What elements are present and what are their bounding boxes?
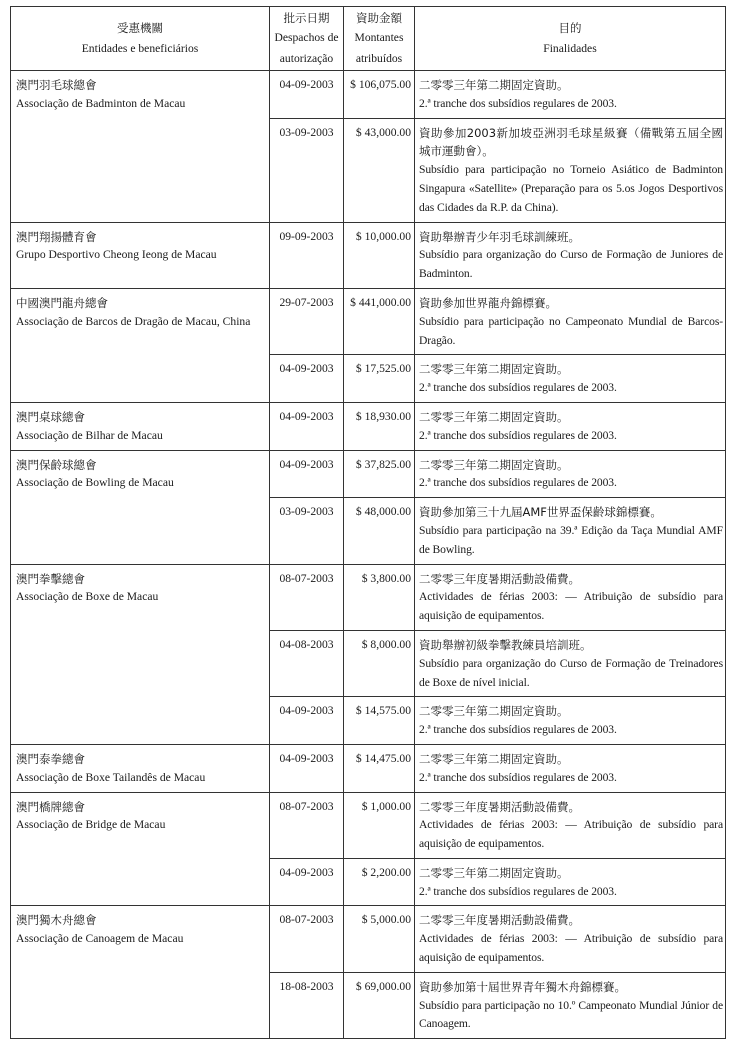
date-cell: 29-07-2003 (270, 288, 344, 354)
purpose-pt: Actividades de férias 2003: — Atribuição de subsídio para aquisição de equipamentos. (419, 932, 723, 965)
entity-name-pt: Associação de Badminton de Macau (16, 96, 186, 110)
table-row (11, 71, 726, 119)
header-entity-pt: Entidades e beneficiários (81, 41, 199, 55)
entity-name-pt: Associação de Canoagem de Macau (16, 932, 184, 946)
entity-name-zh: 澳門泰拳總會 (16, 751, 85, 766)
purpose-cell (415, 450, 726, 498)
entity-name-zh: 澳門橋牌總會 (16, 799, 85, 814)
table-row (11, 744, 726, 792)
table-row (11, 288, 726, 354)
purpose-cell (415, 858, 726, 906)
purpose-zh: 資助舉辦青少年羽毛球訓練班。 (419, 229, 580, 244)
purpose-zh: 二零零三年度暑期活動設備費。 (419, 571, 580, 586)
table-row (11, 792, 726, 858)
purpose-cell (415, 744, 726, 792)
amount-cell: $ 43,000.00 (344, 118, 415, 222)
purpose-zh: 二零零三年第二期固定資助。 (419, 751, 569, 766)
date-cell: 18-08-2003 (270, 972, 344, 1038)
purpose-pt: Actividades de férias 2003: — Atribuição de subsídio para aquisição de equipamentos. (419, 590, 723, 623)
subsidy-table (10, 6, 726, 1039)
purpose-pt: Actividades de férias 2003: — Atribuição de subsídio para aquisição de equipamentos. (419, 818, 723, 851)
amount-cell: $ 17,525.00 (344, 355, 415, 403)
amount-cell: $ 5,000.00 (344, 906, 415, 972)
entity-name-pt: Associação de Bowling de Macau (16, 476, 174, 490)
entity-cell (11, 450, 270, 564)
entity-name-zh: 澳門翔揚體育會 (16, 229, 97, 244)
purpose-zh: 二零零三年第二期固定資助。 (419, 865, 569, 880)
date-cell: 08-07-2003 (270, 564, 344, 630)
purpose-zh: 二零零三年度暑期活動設備費。 (419, 913, 580, 928)
purpose-cell (415, 498, 726, 564)
amount-cell: $ 1,000.00 (344, 792, 415, 858)
table-row (11, 450, 726, 498)
entity-name-zh: 澳門桌球總會 (16, 409, 85, 424)
amount-cell: $ 69,000.00 (344, 972, 415, 1038)
purpose-zh: 二零零三年第二期固定資助。 (419, 409, 569, 424)
date-cell: 04-09-2003 (270, 697, 344, 745)
entity-name-zh: 中國澳門龍舟總會 (16, 295, 108, 310)
purpose-cell (415, 355, 726, 403)
entity-cell (11, 71, 270, 223)
entity-cell (11, 288, 270, 402)
date-cell: 09-09-2003 (270, 222, 344, 288)
header-amount-pt2: atribuídos (355, 51, 403, 65)
entity-name-pt: Associação de Boxe Tailandês de Macau (16, 770, 206, 784)
date-cell: 04-08-2003 (270, 630, 344, 696)
purpose-pt: Subsídio para organização do Curso de Formação de Juniores de Badminton. (419, 248, 723, 281)
entity-name-zh: 澳門獨木舟總會 (16, 913, 97, 928)
amount-cell: $ 48,000.00 (344, 498, 415, 564)
table-row (11, 222, 726, 288)
header-amount (344, 7, 415, 71)
amount-cell: $ 441,000.00 (344, 288, 415, 354)
header-date-zh: 批示日期 (283, 10, 330, 25)
purpose-pt: 2.ª tranche dos subsídios regulares de 2003. (419, 96, 617, 110)
purpose-zh: 資助參加2003新加坡亞洲羽毛球星級賽（備戰第五屆全國城市運動會）。 (419, 125, 723, 159)
entity-name-pt: Grupo Desportivo Cheong Ieong de Macau (16, 248, 217, 262)
amount-cell: $ 8,000.00 (344, 630, 415, 696)
entity-cell (11, 402, 270, 450)
purpose-cell (415, 118, 726, 222)
purpose-cell (415, 288, 726, 354)
purpose-zh: 資助參加世界龍舟錦標賽。 (419, 295, 557, 310)
purpose-cell (415, 564, 726, 630)
purpose-pt: Subsídio para participação no Campeonato Mundial de Barcos-Dragão. (419, 314, 723, 347)
entity-cell (11, 792, 270, 906)
date-cell: 04-09-2003 (270, 355, 344, 403)
purpose-pt: Subsídio para participação no Torneio Asiático de Badminton Singapura «Satellite» (Preparação para os 5.os Jogos Desportivos das Cidades da R.P. da China). (419, 163, 723, 214)
amount-cell: $ 2,200.00 (344, 858, 415, 906)
date-cell: 04-09-2003 (270, 450, 344, 498)
date-cell: 08-07-2003 (270, 906, 344, 972)
purpose-zh: 二零零三年第二期固定資助。 (419, 704, 569, 719)
purpose-cell (415, 697, 726, 745)
purpose-cell (415, 402, 726, 450)
date-cell: 04-09-2003 (270, 402, 344, 450)
entity-cell (11, 222, 270, 288)
amount-cell: $ 10,000.00 (344, 222, 415, 288)
entity-cell (11, 906, 270, 1039)
purpose-pt: 2.ª tranche dos subsídios regulares de 2003. (419, 381, 617, 395)
header-purpose-zh: 目的 (558, 21, 582, 35)
purpose-pt: 2.ª tranche dos subsídios regulares de 2003. (419, 770, 617, 784)
header-purpose (415, 7, 726, 71)
purpose-zh: 資助舉辦初級拳擊教練員培訓班。 (419, 637, 592, 652)
entity-name-zh: 澳門羽毛球總會 (16, 78, 97, 92)
header-date (270, 7, 344, 71)
amount-cell: $ 3,800.00 (344, 564, 415, 630)
purpose-cell (415, 792, 726, 858)
entity-name-pt: Associação de Boxe de Macau (16, 590, 159, 604)
entity-cell (11, 564, 270, 744)
purpose-zh: 二零零三年第二期固定資助。 (419, 78, 569, 92)
date-cell: 04-09-2003 (270, 858, 344, 906)
header-purpose-pt: Finalidades (543, 41, 597, 55)
entity-name-pt: Associação de Barcos de Dragão de Macau, China (16, 314, 251, 328)
purpose-zh: 二零零三年第二期固定資助。 (419, 457, 569, 472)
date-cell: 04-09-2003 (270, 744, 344, 792)
entity-name-zh: 澳門保齡球總會 (16, 457, 97, 472)
purpose-cell (415, 630, 726, 696)
purpose-pt: 2.ª tranche dos subsídios regulares de 2003. (419, 476, 617, 490)
purpose-zh: 二零零三年度暑期活動設備費。 (419, 799, 580, 814)
amount-cell: $ 18,930.00 (344, 402, 415, 450)
amount-cell: $ 14,475.00 (344, 744, 415, 792)
purpose-pt: 2.ª tranche dos subsídios regulares de 2003. (419, 884, 617, 898)
amount-cell: $ 14,575.00 (344, 697, 415, 745)
amount-cell: $ 106,075.00 (344, 71, 415, 119)
date-cell: 03-09-2003 (270, 498, 344, 564)
table-body (11, 71, 726, 1039)
purpose-pt: Subsídio para organização do Curso de Formação de Treinadores de Boxe de nível inicial. (419, 656, 723, 689)
entity-name-pt: Associação de Bilhar de Macau (16, 428, 163, 442)
entity-cell (11, 744, 270, 792)
entity-name-pt: Associação de Bridge de Macau (16, 818, 166, 832)
header-amount-pt1: Montantes (354, 31, 404, 45)
date-cell: 08-07-2003 (270, 792, 344, 858)
table-header-row (11, 7, 726, 71)
purpose-pt: 2.ª tranche dos subsídios regulares de 2003. (419, 428, 617, 442)
purpose-zh: 資助參加第十屆世界青年獨木舟錦標賽。 (419, 979, 626, 994)
purpose-zh: 二零零三年第二期固定資助。 (419, 362, 569, 377)
header-amount-zh: 資助金額 (356, 10, 402, 25)
entity-name-zh: 澳門拳擊總會 (16, 571, 85, 586)
date-cell: 04-09-2003 (270, 71, 344, 119)
date-cell: 03-09-2003 (270, 118, 344, 222)
header-date-pt2: autorização (279, 51, 334, 65)
table-row (11, 906, 726, 972)
header-entity-zh: 受惠機關 (117, 21, 163, 35)
header-entity (11, 7, 270, 71)
purpose-pt: 2.ª tranche dos subsídios regulares de 2003. (419, 723, 617, 737)
purpose-cell (415, 222, 726, 288)
purpose-pt: Subsídio para participação no 10.º Campeonato Mundial Júnior de Canoagem. (419, 998, 723, 1031)
header-date-pt1: Despachos de (274, 31, 339, 45)
purpose-zh: 資助參加第三十九屆AMF世界盃保齡球錦標賽。 (419, 505, 662, 520)
purpose-cell (415, 71, 726, 119)
purpose-cell (415, 972, 726, 1038)
table-row (11, 402, 726, 450)
purpose-pt: Subsídio para participação na 39.ª Edição da Taça Mundial AMF de Bowling. (419, 523, 723, 556)
purpose-cell (415, 906, 726, 972)
amount-cell: $ 37,825.00 (344, 450, 415, 498)
table-row (11, 564, 726, 630)
